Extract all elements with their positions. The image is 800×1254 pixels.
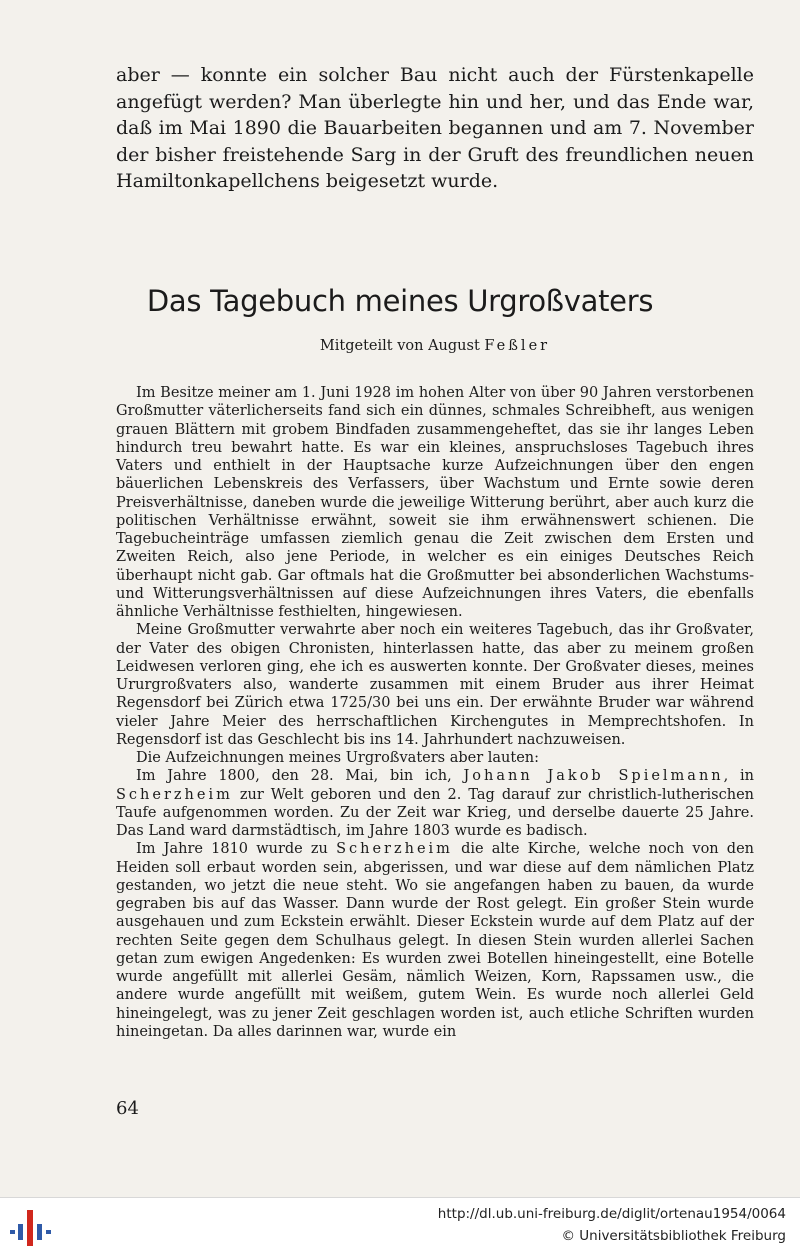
p4-part-b: , in xyxy=(723,768,754,785)
body-paragraph-1: Im Besitze meiner am 1. Juni 1928 im hohen Alter von über 90 Jahren verstorbenen Großmutter väterlicherseits fand sich ein dünnes, schmales Schreibheft, aus wenigen grauen Blättern mit grobem Bindfaden zusammengeheftet, das sie ihr langes Leben hindurch treu bewahrt hatte. Es war ein kleines, anspruchsloses Tagebuch ihres Vaters und enthielt in der Hauptsache kurze Aufzeichnungen über den engen bäuerlichen Lebenskreis des Verfassers, über Wachstum und Ernte sowie deren Preisverhältnisse, daneben wurde die jeweilige Witterung berührt, aber auch kurz die politischen Verhältnisse erwähnt, soweit sie ihm erwähnenswert schienen. Die Tagebucheinträge umfassen ziemlich genau die Zeit zwischen dem Ersten und Zweiten Reich, also jene Periode, in welcher es ein einiges Deutsches Reich überhaupt nicht gab. Gar oftmals hat die Großmutter bei absonderlichen Wachstums- und Witterungsverhältnissen auf diese Aufzeichnungen ihres Vaters, die ebenfalls ähnliche Verhältnisse festhielten, hingewiesen. xyxy=(116,385,754,620)
viewer-footer xyxy=(0,1197,800,1254)
permalink-url[interactable]: http://dl.ub.uni-freiburg.de/diglit/ortenau1954/0064 xyxy=(437,1206,786,1222)
article-body xyxy=(116,384,754,1041)
intro-paragraph: aber — konnte ein solcher Bau nicht auch der Fürstenkapelle angefügt werden? Man überlegte hin und her, und das Ende war, daß im Mai 1890 die Bauarbeiten begannen und am 7. November der bisher freistehende Sarg in der Gruft des freundlichen neuen Hamiltonkapellchens beigesetzt wurde. xyxy=(116,64,754,193)
library-logo-icon xyxy=(10,1208,54,1248)
body-paragraph-3: Die Aufzeichnungen meines Urgroßvaters aber lauten: xyxy=(136,750,540,766)
p5-place-name: Scherzheim xyxy=(336,841,453,858)
p4-part-c: zur Welt geboren und den 2. Tag darauf zur christlich-lutherischen Taufe aufgenommen worden. Zu der Zeit war Krieg, und derselbe dauerte 25 Jahre. Das Land ward darmstädtisch, im Jahre 1803 wurde es badisch. xyxy=(116,786,755,839)
subtitle-author: Feßler xyxy=(484,338,551,354)
body-paragraph-5 xyxy=(116,840,754,1041)
page-number: 64 xyxy=(116,1098,139,1119)
article-title: Das Tagebuch meines Urgroßvaters xyxy=(146,284,654,318)
p4-part-a: Im Jahre 1800, den 28. Mai, bin ich, xyxy=(136,768,452,785)
intro-paragraph-block xyxy=(116,62,754,195)
p5-part-a: Im Jahre 1810 wurde zu xyxy=(136,841,328,858)
body-paragraph-2: Meine Großmutter verwahrte aber noch ein weiteres Tagebuch, das ihr Großvater, der Vater des obigen Chronisten, hinterlassen hatte, das aber zu meinem großen Leidwesen verloren ging, ehe ich es auswerten konnte. Der Großvater dieses, meines Ururgroßvaters also, wanderte zusammen mit einem Bruder aus ihrer Heimat Regensdorf bei Zürich etwa 1725/30 bei uns ein. Der erwähnte Bruder war während vieler Jahre Meier des herrschaftlichen Kirchengutes in Memprechtshofen. In Regensdorf ist das Geschlecht bis ins 14. Jahrhundert nachzuweisen. xyxy=(116,622,754,748)
copyright-notice: © Universitätsbibliothek Freiburg xyxy=(561,1228,786,1244)
article-subtitle xyxy=(0,338,800,354)
p4-place-name: Scherzheim xyxy=(116,786,233,803)
body-paragraph-4 xyxy=(116,767,754,840)
p5-part-b: die alte Kirche, welche noch von den Heiden soll erbaut worden sein, abgerissen, und war diese auf dem nämlichen Platz gestanden, wo jetzt die neue steht. Wo sie angefangen haben zu bauen, da wurde gegraben bis auf das Wasser. Dann wurde der Rost gelegt. Ein großer Stein wurde ausgehauen und zum Eckstein erwählt. Dieser Eckstein wurde auf dem Platz auf der rechten Seite gegen dem Schulhaus gelegt. In diesen Stein wurden allerlei Sachen getan zum ewigen Angedenken: Es wurden zwei Botellen hineingestellt, eine Botelle wurde angefüllt mit allerlei Gesäm, nämlich Weizen, Korn, Rapssamen usw., die andere wurde angefüllt mit weißem, gutem Wein. Es wurde noch allerlei Geld hineingelegt, was zu jener Zeit geschlagen worden ist, auch etliche Schriften wurden hineingetan. Da alles darinnen war, wurde ein xyxy=(116,841,755,1040)
subtitle-prefix: Mitgeteilt von August xyxy=(319,338,480,354)
p4-person-name: Johann Jakob Spielmann xyxy=(463,768,724,785)
